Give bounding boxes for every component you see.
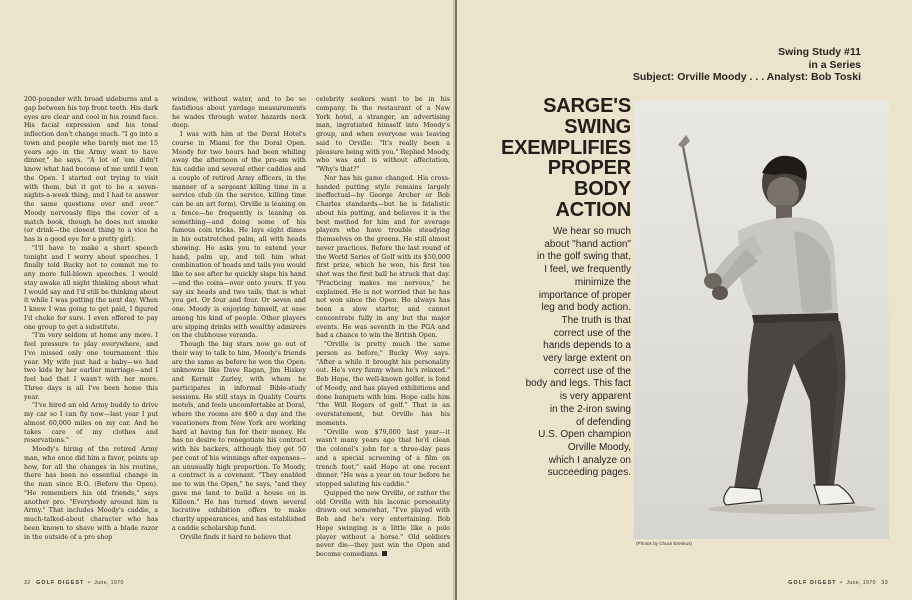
series-header xyxy=(633,46,861,84)
body-paragraph: 200-pounder with broad sideburns and a gap between his top front teeth. His dark eyes are clear and cool in his round face. His facial expression and his tonal inflection don't change much. "I go into a town and people who barely met me 15 years ago in the Army want to have dinner," he says. "A lot of 'em didn't know what had become of me until I won the Open. I started out trying to visit with them, but it got to be a seven-nights-a-week thing, and I had to answer the same questions over and over." Moody nervously flips the cover of a match book, though he does not smoke (or drink—the closest thing to a vice he has is a good eye for a pretty girl). xyxy=(24,96,158,243)
text-column-1 xyxy=(24,96,158,542)
series-line: Subject: Orville Moody . . . Analyst: Bob Toski xyxy=(632,71,861,84)
headline xyxy=(477,96,631,221)
deck-line: minimize the xyxy=(574,276,631,288)
right-page xyxy=(457,0,912,600)
text-column-3 xyxy=(316,96,450,560)
deck-line: succeeding pages. xyxy=(547,467,631,479)
deck-line: is very apparent xyxy=(559,391,631,403)
photo-credit: (Photos by Chuck Brenkus) xyxy=(636,541,692,546)
golfer-swing-photo xyxy=(634,101,889,539)
magazine-name: GOLF DIGEST xyxy=(36,580,85,586)
deck-line: Orville Moody, xyxy=(567,441,631,453)
body-paragraph: I was with him at the Doral Hotel's course in Miami for the Doral Open. Moody for two hours had been whiling away the afternoon of the pro-am with his caddie and several other caddies and a couple of retired Army officers, in the manner of a sergeant killing time in a service club (in the service, killing time can be an art form). Orville is leaning on a fence—he frequently is leaning on something—and doing some of his famous coin tricks. He lays eight dimes in his outstretched palm, all with heads showing. He asks you to extend your hand, palm up, and tell him what combination of heads and tails you would like to see after he quickly slaps his hand—and the coins—over onto yours. If you say six heads and two tails, that is what you get. Or four and four. Or seven and one. Moody is enjoying himself, at ease among his kind of people. Other players are sipping drinks with wealthy admirers on the clubhouse veranda. xyxy=(172,131,306,340)
deck-line: importance of proper xyxy=(538,289,631,301)
body-paragraph: Moody's hiring of the retired Army man, who once did him a favor, points up how, for all the changes in his routine, there has been no essential change in the man since B.O. (Before the Open). "He remembers his old friends," says another pro. "Everybody around him is Army." That includes Moody's caddie, a much-talked-about character who has been known to shave with a blade razor in the outside of a pro shop xyxy=(24,446,158,541)
issue-date: June, 1970 xyxy=(94,580,124,586)
page-number: 33 xyxy=(881,580,888,586)
headline-line: SWING xyxy=(564,115,631,138)
deck-line: The truth is that xyxy=(561,314,631,326)
golfer-illustration xyxy=(634,101,889,539)
headline-line: PROPER xyxy=(547,157,631,180)
body-paragraph: window, without water, and to be so fastidious about yardage measurements he wades through water hazards neck deep. xyxy=(172,96,306,130)
body-paragraph: "Orville won $79,000 last year—it wasn't many years ago that he'd clean the colonel's john for a three-day pass and a special screening of a film on trench foot," said Hope at one recent dinner. "He was a year on tour before he stopped saluting his caddie." xyxy=(316,428,450,488)
deck-line: U.S. Open champion xyxy=(538,429,631,441)
page-number: 32 xyxy=(24,580,31,586)
right-folio: GOLF DIGEST • June, 1970 33 xyxy=(788,580,888,586)
series-line: in a Series xyxy=(808,58,861,71)
body-paragraph: "Orville is pretty much the same person as before," Bucky Woy says. "After a while it brought his personality out. He's very funny when he's relaxed." Bob Hope, the well-known golfer, is fond of Moody, and has played exhibitions and done banquets with him. Hope calls him "the Will Rogers of golf." That is an overstatement, but Orville has his moments. xyxy=(316,341,450,427)
deck-line: leg and body action. xyxy=(541,302,631,314)
deck-line: in the golf swing that, xyxy=(537,251,631,263)
deck-line: correct use of the xyxy=(553,327,631,339)
deck-line: We hear so much xyxy=(552,226,631,237)
deck-line: about "hand action" xyxy=(544,238,631,250)
deck-line: I feel, we frequently xyxy=(544,264,631,276)
series-line: Swing Study #11 xyxy=(778,46,861,58)
deck-line: hands depends to a xyxy=(543,340,631,352)
deck-line: in the 2-iron swing xyxy=(549,403,631,415)
body-paragraph: "I'm very seldom at home any more. I feel pressure to play everywhere, and I've missed only one tournament this year. My wife just had a baby—we had two kids by her earlier marriage—and I feel bad that I wasn't with her more. Three days is all I've been home this year. xyxy=(24,332,158,401)
headline-line: BODY xyxy=(574,178,631,201)
left-folio: 32 GOLF DIGEST • June, 1970 xyxy=(24,580,124,586)
body-paragraph: celebrity seekers want to be in his company. In the restaurant of a New York hotel, a stranger, an advertising man, ingratiated himself into Moody's group, and when everyone was leaving said to Orville: "It's really been a pleasure being with you." Replied Moody, who was and is without affectation, "Why's that?" xyxy=(316,96,450,173)
left-page xyxy=(0,0,455,600)
body-paragraph: Quipped the new Orville, or rather the old Orville with his laconic personality drawn out somewhat, "I've played with Bob and he's very entertaining. Bob Hope swinging is a little like a polo player without a horse." Old soldiers never die—they just win the Open and become comedians. xyxy=(316,489,450,558)
body-paragraph: "I've hired an old Army buddy to drive my car so I can fly now—last year I put almost 60,000 miles on my car. And he takes care of my clothes and reservations." xyxy=(24,402,158,445)
headline-line: SARGE'S xyxy=(543,95,631,117)
headline-line: ACTION xyxy=(555,198,631,221)
body-paragraph: "I'll have to make a short speech tonight and I worry about speeches. I finally told Bucky not to commit me to any more full-blown speeches. I would stay awake all night thinking about what I would say and I'd still be thinking about it while I was putting the next day. When I knew I was going to get paid, I figured I'd choke for sure. I even offered to pay one group to get a substitute. xyxy=(24,244,158,331)
intro-deck xyxy=(477,226,631,480)
deck-line: correct use of the xyxy=(553,365,631,377)
body-paragraph: Though the big stars now go out of their way to talk to him, Moody's friends are the same as before he won the Open: unknowns like Dave Ragan, Jim Hiskey and Kermit Zarley, with whom he participates in informal Bible-study sessions. He still stays in Quality Courts motels, and feels uncomfortable at Doral, where the rooms are $60 a day and the vacationers from New York are working hard at having fun for their money. He has no desire to renegotiate his contract with his backers, although they get 50 per cent of his winnings after expenses—an unusually high proportion. To Moody, a contract is a covenant. "They enabled me to win the Open," he says, "and they gave me land to build a house on in Killeen." He has turned down several lucrative exhibition offers to make charity appearances, and has established a caddie scholarship fund. xyxy=(172,341,306,532)
text-column-2 xyxy=(172,96,306,542)
headline-line: EXEMPLIFIES xyxy=(500,136,631,159)
deck-line: which I analyze on xyxy=(548,454,631,466)
deck-line: of defending xyxy=(575,416,631,428)
end-of-article-mark xyxy=(382,551,387,556)
deck-line: body and legs. This fact xyxy=(525,378,631,390)
deck-line: very large extent on xyxy=(543,353,631,365)
body-paragraph: Nor has his game changed. His cross-handed putting style remains largely ineffectual—by George Archer or Bob Charles standards—but he is fatalistic about his putting, and believes it is the best method for him and for average players who have trouble steadying themselves on the greens. He still almost never practices. Before the last round of the World Series of Golf with its $50,000 first prize, which he won, his first tee shot was the first ball he struck that day. "Practicing makes me nervous," he explained. He is not worried that he has not won since the Open. He always has been a slow starter, and cannot concentrate fully in any but the major events. He was seventh in the PGA and had a chance to win the British Open. xyxy=(316,174,450,340)
body-paragraph: Orville finds it hard to believe that xyxy=(180,533,292,541)
issue-date: June, 1970 xyxy=(846,580,876,586)
magazine-name: GOLF DIGEST xyxy=(788,580,837,586)
